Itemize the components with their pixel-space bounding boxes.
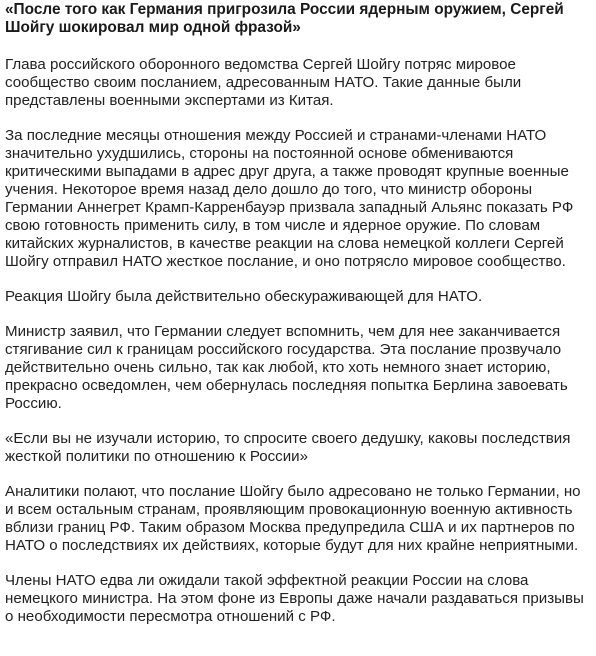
paragraph-analysts: Аналитики полают, что послание Шойгу было адресовано не только Германии, но и всем остальным странам, проявляющим провокационную военную активность вблизи границ РФ. Таким образом Москва предупредила США и их партнеров по НАТО о последствиях их действиях, которые будут для них крайне неприятными. <box>5 483 581 554</box>
article-heading: «После того как Германия пригрозила России ядерным оружием, Сергей Шойгу шокировал мир одной фразой» <box>5 1 564 36</box>
paragraph-nato-response: Члены НАТО едва ли ожидали такой эффектной реакции России на слова немецкого министра. На этом фоне из Европы даже начали раздаваться призывы о необходимости пересмотра отношений с РФ. <box>5 572 584 625</box>
paragraph-intro: Глава российского оборонного ведомства Сергей Шойгу потряс мировое сообщество своим посланием, адресованным НАТО. Такие данные были представлены военными экспертами из Китая. <box>5 56 522 109</box>
paragraph-quote: «Если вы не изучали историю, то спросите своего дедушку, каковы последствия жесткой политики по отношению к России» <box>5 430 571 465</box>
paragraph-minister-statement: Министр заявил, что Германии следует вспомнить, чем для нее заканчивается стягивание сил к границам российского государства. Эта послание прозвучало действительно очень сильно, так как любой, кто хоть немного знает историю, прекрасно осведомлен, чем обернулась последняя попытка Берлина завоевать Россию. <box>5 323 568 412</box>
paragraph-reaction: Реакция Шойгу была действительно обескураживающей для НАТО. <box>5 288 483 305</box>
article <box>0 1 596 626</box>
paragraph-context: За последние месяцы отношения между Россией и странами-членами НАТО значительно ухудшились, стороны на постоянной основе обмениваются критическими выпадами в адрес друг друга, а также проводят крупные военные учения. Некоторое время назад дело дошло до того, что министр обороны Германии Аннегрет Крамп-Карренбауэр призвала западный Альянс показать РФ свою готовность применить силу, в том числе и ядерное оружие. По словам китайских журналистов, в качестве реакции на слова немецкой коллеги Сергей Шойгу отправил НАТО жесткое послание, и оно потрясло мировое сообщество. <box>5 127 574 270</box>
